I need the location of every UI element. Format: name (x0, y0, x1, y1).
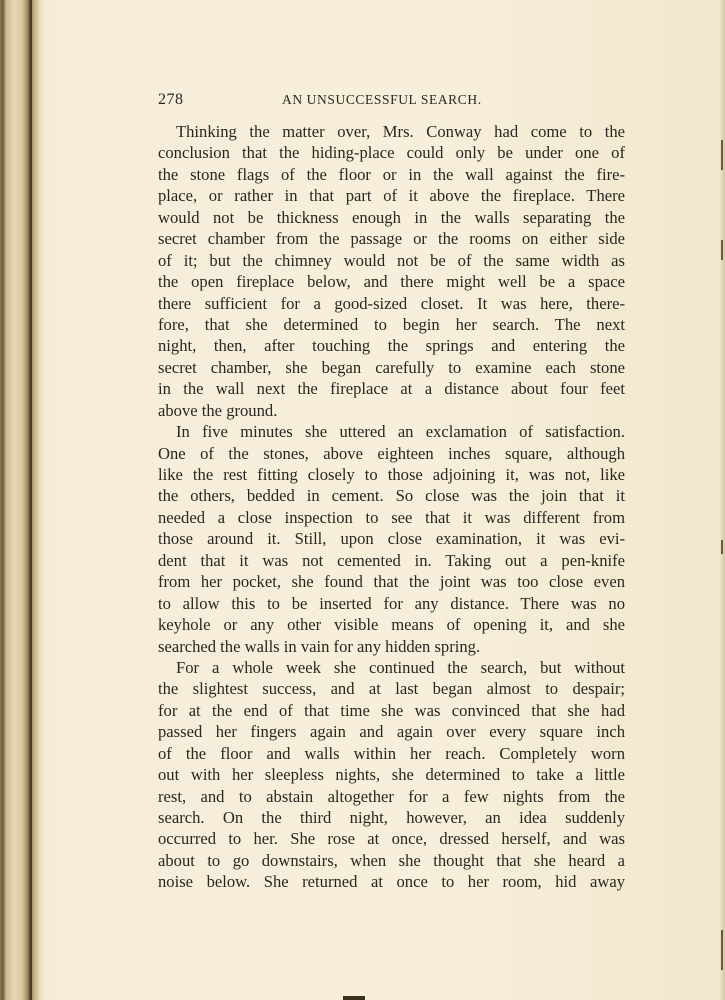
text-line: place, or rather in that part of it above the fireplace. There (158, 186, 625, 206)
body-text (158, 121, 625, 893)
text-line: like the rest fitting closely to those adjoining it, was not, like (158, 465, 625, 484)
book-binding-gutter (0, 0, 44, 1000)
text-line: dent that it was not cemented in. Taking out a pen-knife (158, 550, 625, 570)
ink-smudge (343, 996, 365, 1000)
text-line: in the wall next the fireplace at a distance about four feet (158, 379, 625, 399)
text-line: night, then, after touching the springs and entering the (158, 336, 625, 356)
text-line: fore, that she determined to begin her search. The next (158, 314, 625, 334)
page-edge-mark (721, 240, 723, 260)
text-line: rest, and to abstain altogether for a few nights from the (158, 786, 625, 806)
text-line: would not be thickness enough in the walls separating the (158, 207, 625, 227)
text-line: secret chamber from the passage or the rooms on either side (158, 229, 625, 249)
text-line: of it; but the chimney would not be of the same width as (158, 250, 625, 270)
text-line: One of the stones, above eighteen inches square, although (158, 443, 625, 463)
page-edge-mark (721, 930, 723, 970)
page-edge-mark (721, 140, 723, 170)
running-head: AN UNSUCCESSFUL SEARCH. (282, 92, 482, 107)
binding-shadow-line (30, 0, 32, 1000)
text-line: for at the end of that time she was convinced that she had (158, 700, 625, 720)
text-line: passed her fingers again and again over every square inch (158, 722, 625, 742)
text-line: of the floor and walls within her reach. Completely worn (158, 743, 625, 763)
text-line: the others, bedded in cement. So close was the join that it (158, 486, 625, 506)
text-line: For a whole week she continued the search, but without (176, 657, 625, 677)
page-edge-mark (721, 540, 723, 554)
text-line: out with her sleepless nights, she determined to take a little (158, 765, 625, 785)
text-line: there sufficient for a good-sized closet. It was here, there- (158, 293, 625, 313)
page-header (158, 91, 625, 111)
text-line: about to go downstairs, when she thought that she heard a (158, 850, 625, 870)
text-line: keyhole or any other visible means of opening it, and she (158, 615, 625, 635)
text-line: those around it. Still, upon close examination, it was evi- (158, 529, 625, 549)
text-line: secret chamber, she began carefully to examine each stone (158, 357, 625, 377)
text-line: the stone flags of the floor or in the wall against the fire- (158, 164, 625, 184)
text-line: search. On the third night, however, an idea suddenly (158, 808, 625, 827)
text-line: from her pocket, she found that the joint was too close even (158, 572, 625, 592)
text-line: needed a close inspection to see that it was different from (158, 507, 625, 527)
text-line: noise below. She returned at once to her room, hid away (158, 872, 625, 892)
text-line: conclusion that the hiding-place could only be under one of (158, 143, 625, 163)
text-line: Thinking the matter over, Mrs. Conway had come to the (176, 122, 625, 141)
text-line: In five minutes she uttered an exclamation of satisfaction. (176, 422, 625, 442)
text-line: above the ground. (158, 400, 278, 420)
page-number: 278 (158, 91, 184, 108)
text-line: to allow this to be inserted for any distance. There was no (158, 593, 625, 613)
text-line: the open fireplace below, and there might well be a space (158, 272, 625, 292)
text-line: searched the walls in vain for any hidden spring. (158, 636, 481, 656)
text-line: occurred to her. She rose at once, dressed herself, and was (158, 829, 625, 849)
text-line: the slightest success, and at last began almost to despair; (158, 679, 625, 699)
